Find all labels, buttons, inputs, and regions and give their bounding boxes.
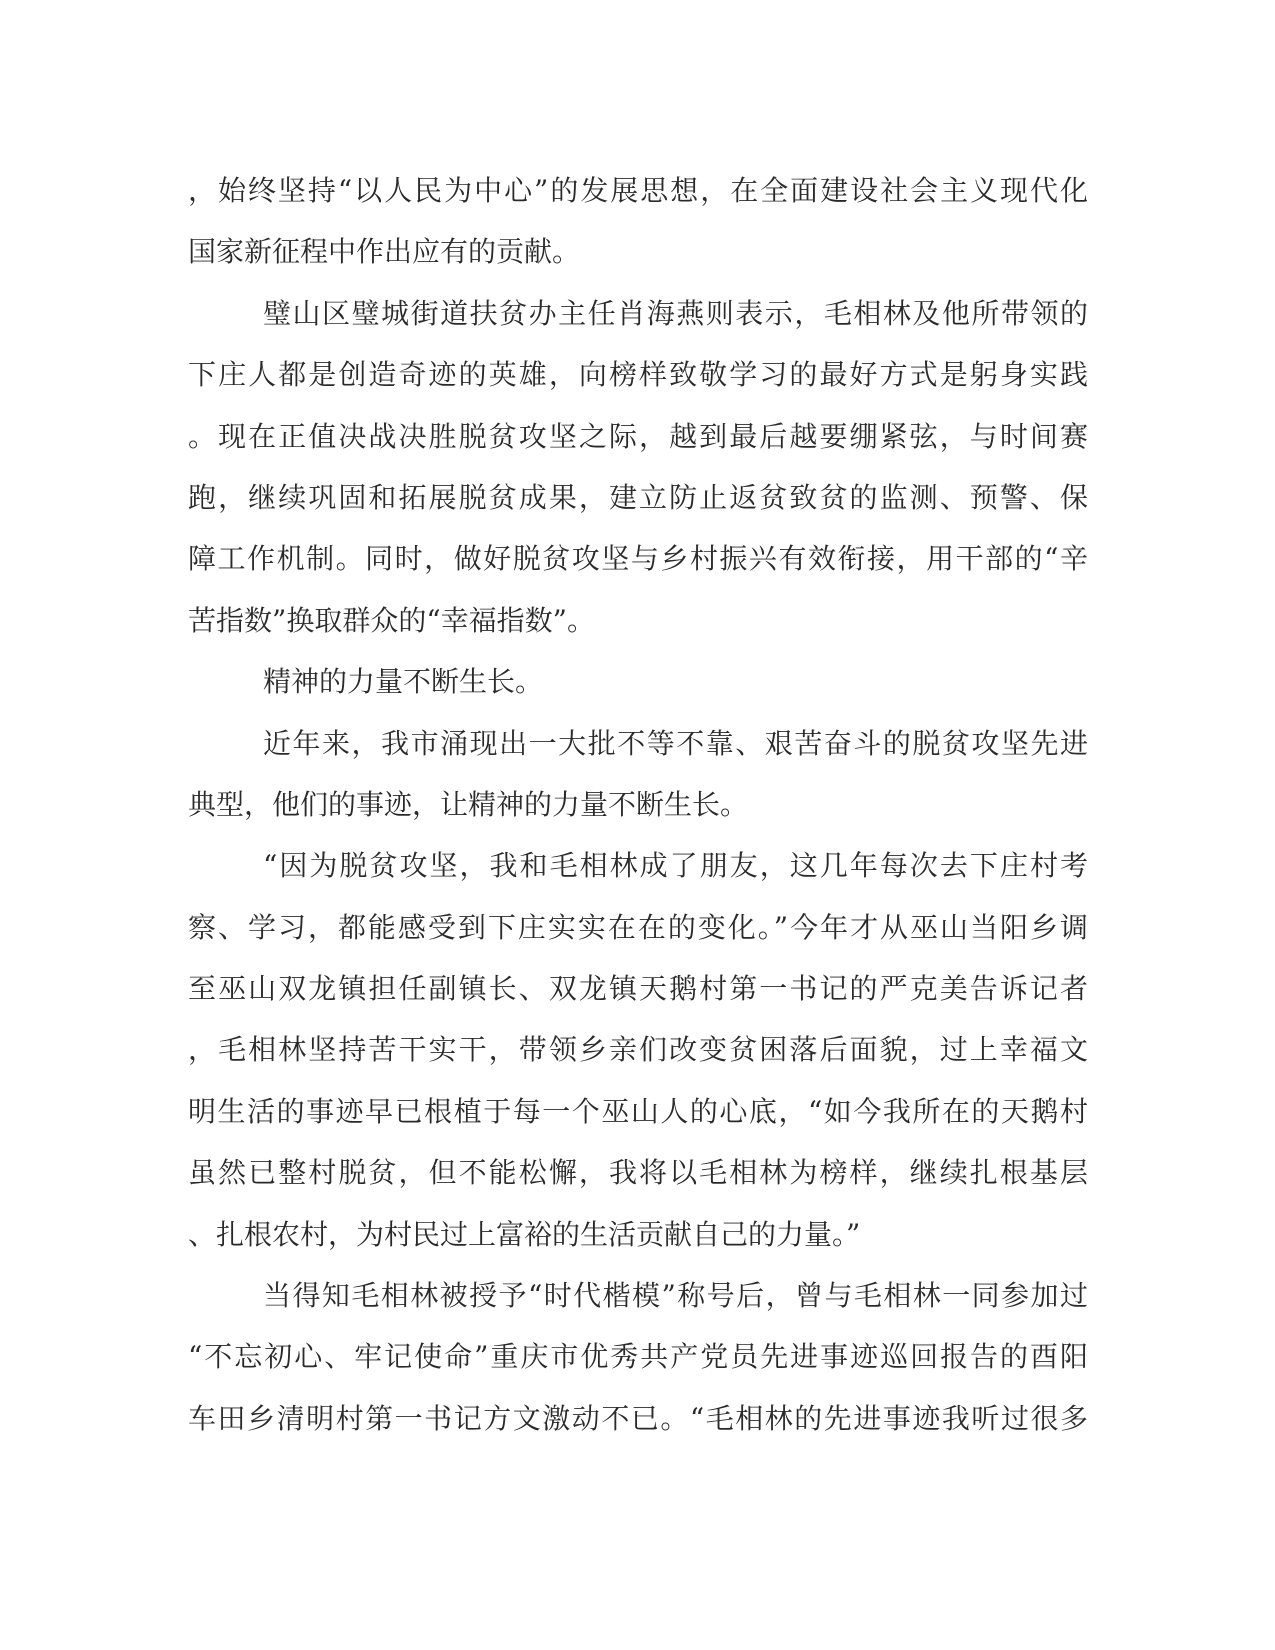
text-line: 车田乡清明村第一书记方文激动不已。“毛相林的先进事迹我听过很多 (188, 1401, 1088, 1435)
text-line: 虽然已整村脱贫，但不能松懈，我将以毛相林为榜样，继续扎根基层 (188, 1156, 1088, 1190)
text-line: 当得知毛相林被授予“时代楷模”称号后，曾与毛相林一同参加过 (263, 1279, 1088, 1313)
body-text (188, 160, 1088, 1449)
text-line: 至巫山双龙镇担任副镇长、双龙镇天鹅村第一书记的严克美告诉记者 (188, 972, 1088, 1006)
text-line: 、扎根农村，为村民过上富裕的生活贡献自己的力量。” (188, 1217, 861, 1251)
text-line: 障工作机制。同时，做好脱贫攻坚与乡村振兴有效衔接，用干部的“辛 (188, 542, 1088, 576)
text-line: ，毛相林坚持苦干实干，带领乡亲们改变贫困落后面貌，过上幸福文 (188, 1033, 1088, 1067)
text-line: 典型，他们的事迹，让精神的力量不断生长。 (188, 787, 749, 821)
text-line: 近年来，我市涌现出一大批不等不靠、艰苦奋斗的脱贫攻坚先进 (263, 726, 1088, 760)
text-line: 察、学习，都能感受到下庄实实在在的变化。”今年才从巫山当阳乡调 (188, 910, 1088, 944)
text-line: ，始终坚持“以人民为中心”的发展思想，在全面建设社会主义现代化 (188, 174, 1088, 207)
text-line: 下庄人都是创造奇迹的英雄，向榜样致敬学习的最好方式是躬身实践 (188, 358, 1088, 392)
text-line: 国家新征程中作出应有的贡献。 (188, 235, 581, 269)
text-line: 跑，继续巩固和拓展脱贫成果，建立防止返贫致贫的监测、预警、保 (188, 480, 1088, 514)
text-line: 精神的力量不断生长。 (263, 665, 544, 699)
text-line: 苦指数”换取群众的“幸福指数”。 (188, 603, 595, 637)
text-line: “不忘初心、牢记使命”重庆市优秀共产党员先进事迹巡回报告的酉阳 (188, 1340, 1088, 1374)
text-line: 。现在正值决战决胜脱贫攻坚之际，越到最后越要绷紧弦，与时间赛 (188, 419, 1088, 453)
text-line: “因为脱贫攻坚，我和毛相林成了朋友，这几年每次去下庄村考 (263, 849, 1088, 883)
text-line: 明生活的事迹早已根植于每一个巫山人的心底，“如今我所在的天鹅村 (188, 1094, 1088, 1128)
text-line: 璧山区璧城街道扶贫办主任肖海燕则表示，毛相林及他所带领的 (263, 296, 1088, 330)
